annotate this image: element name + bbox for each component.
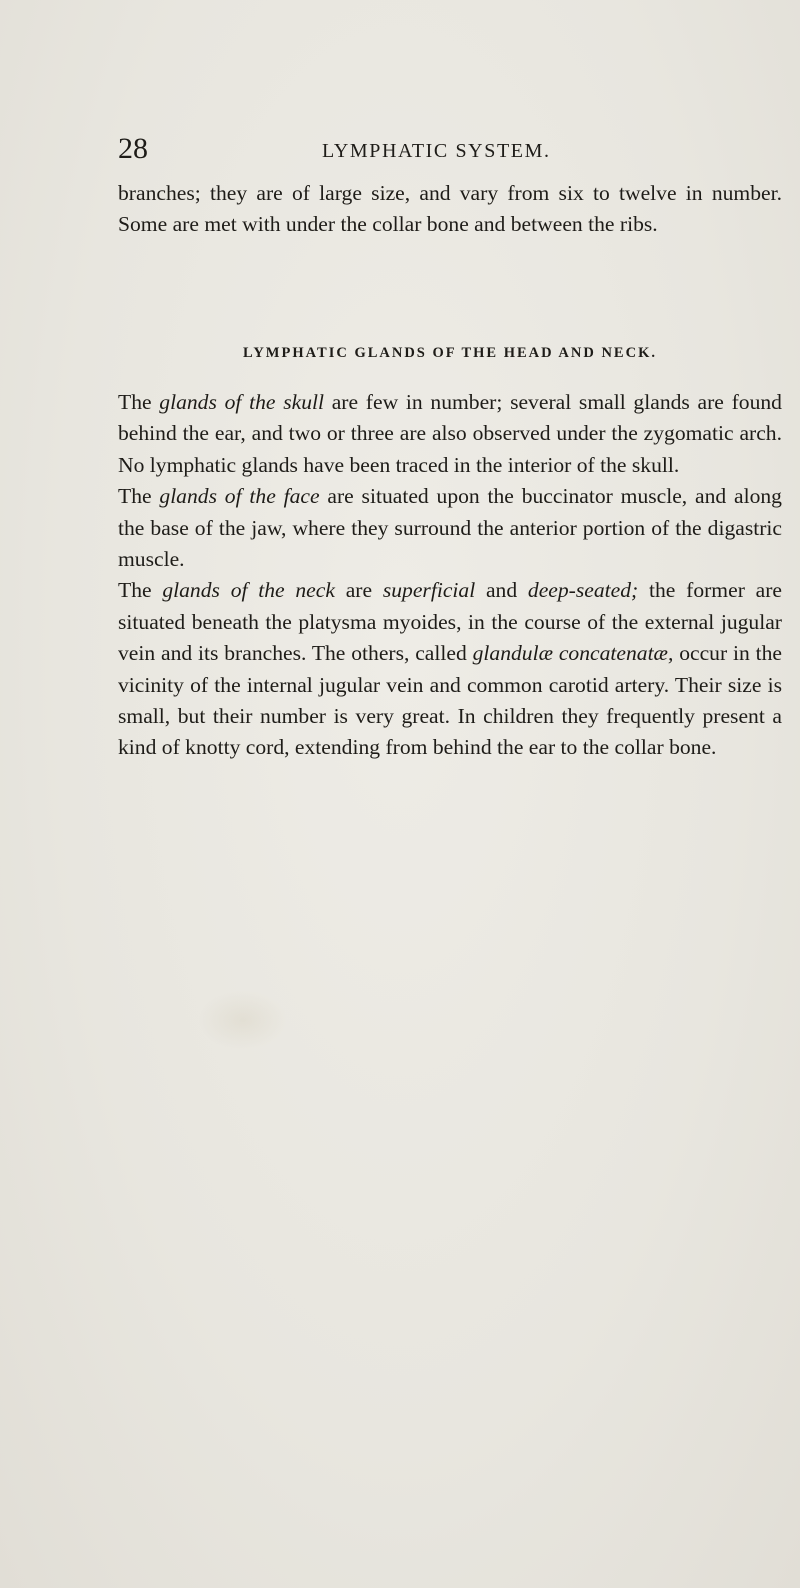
paragraph-face-glands: [118, 481, 782, 575]
italic-term: superficial: [382, 578, 476, 603]
section-heading: LYMPHATIC GLANDS OF THE HEAD AND NECK.: [243, 345, 657, 361]
section-body: [118, 387, 782, 764]
text-run: are: [334, 578, 383, 603]
text-run: are few in number; several small glands are found behind the ear, and two or three are also observed under the zygomatic arch. No lymphatic glands have been traced in the interior of the skull.: [118, 390, 782, 477]
continuation-paragraph: [118, 178, 782, 241]
text-run: are situated upon the buccinator muscle, and along the base of the jaw, where they surround the anterior portion of the digastric muscle.: [118, 484, 782, 572]
page-header: [118, 131, 782, 167]
text-run: and: [475, 578, 528, 603]
text-run: The: [118, 578, 163, 603]
italic-term: glandulæ concatenatæ,: [472, 641, 674, 666]
paragraph-skull-glands: [118, 387, 782, 481]
page-number: 28: [118, 132, 148, 165]
continuation-text: branches; they are of large size, and vary from six to twelve in number. Some are met with under the collar bone and between the ribs.: [118, 181, 782, 237]
text-run: occur in the vicinity of the internal jugular vein and common carotid artery. Their size is small, but their number is very great. In children they frequently present a kind of knotty cord, extending from behind the ear to the collar bone.: [118, 641, 782, 760]
text-run: the former are situated beneath the platysma myoides, in the course of the external jugular vein and its branches. The others, called: [118, 578, 783, 666]
text-run: The: [118, 484, 160, 509]
paragraph-neck-glands: [118, 575, 782, 763]
italic-term: deep-seated;: [527, 578, 639, 603]
paper-smudge: [198, 990, 288, 1050]
text-run: The: [118, 390, 160, 414]
italic-term: glands of the neck: [162, 578, 335, 603]
italic-term: glands of the skull: [159, 390, 324, 414]
italic-term: glands of the face: [159, 484, 320, 509]
running-head: LYMPHATIC SYSTEM.: [322, 140, 551, 162]
